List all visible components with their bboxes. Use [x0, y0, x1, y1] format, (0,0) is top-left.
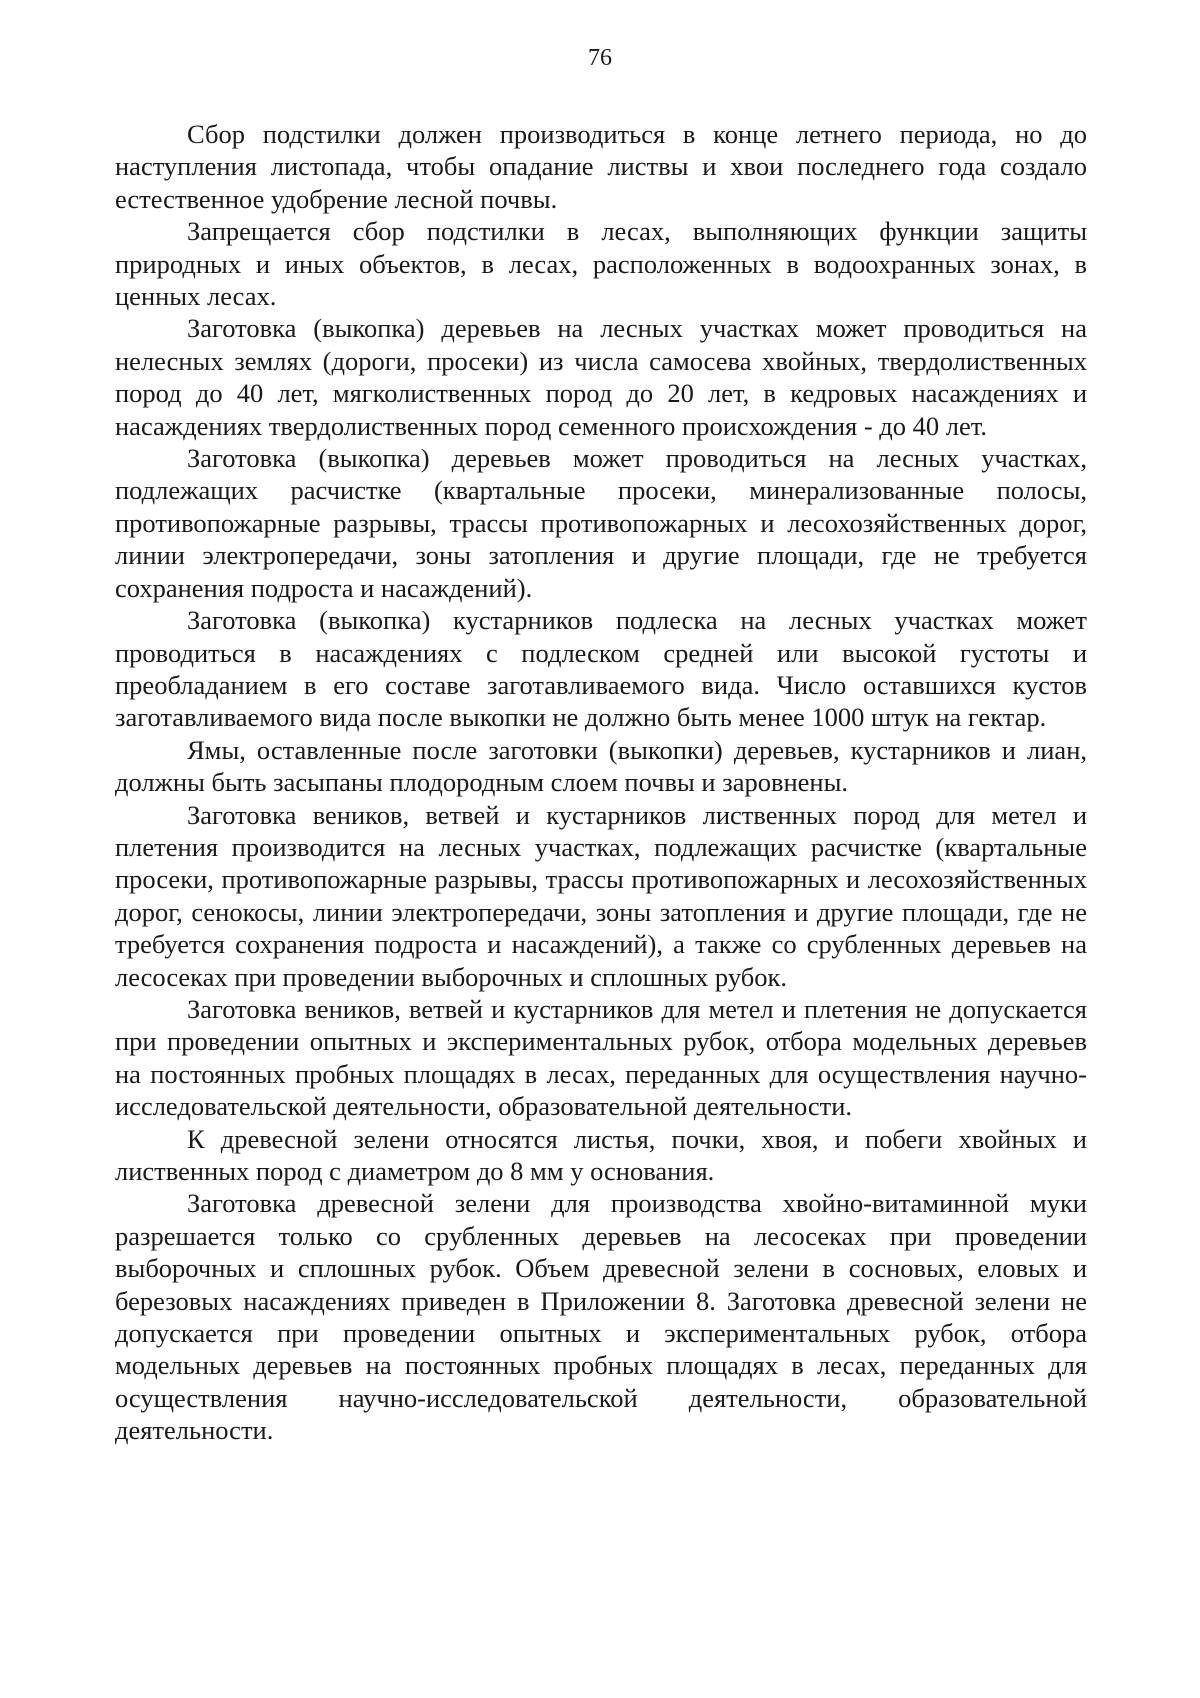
- paragraph: К древесной зелени относятся листья, почки, хвоя, и побеги хвойных и лиственных пород с диаметром до 8 мм у основания.: [115, 1123, 1087, 1186]
- paragraph: Заготовка древесной зелени для производства хвойно-витаминной муки разрешается только со срубленных деревьев на лесосеках при проведении выборочных и сплошных рубок. Объем древесной зелени в сосновых, еловых и березовых насаждениях приведен в Приложении 8. Заготовка древесной зелени не допускается при проведении опытных и экспериментальных рубок, отбора модельных деревьев на постоянных пробных площадях в лесах, переданных для осуществления научно-исследовательской деятельности, образовательной деятельности.: [115, 1188, 1087, 1446]
- paragraph: Заготовка веников, ветвей и кустарников лиственных пород для метел и плетения производится на лесных участках, подлежащих расчистке (квартальные просеки, противопожарные разрывы, трассы противопожарных и лесохозяйственных дорог, сенокосы, линии электропередачи, зоны затопления и другие площади, где не требуется сохранения подроста и насаждений), а также со срубленных деревьев на лесосеках при проведении выборочных и сплошных рубок.: [115, 799, 1087, 992]
- paragraph: Заготовка (выкопка) кустарников подлеска на лесных участках может проводиться в насаждениях с подлеском средней или высокой густоты и преобладанием в его составе заготавливаемого вида. Число оставшихся кустов заготавливаемого вида после выкопки не должно быть менее 1000 штук на гектар.: [115, 605, 1087, 733]
- page-number: 76: [588, 45, 612, 71]
- paragraph: Сбор подстилки должен производиться в конце летнего периода, но до наступления листопада, чтобы опадание листвы и хвои последнего года создало естественное удобрение лесной почвы.: [115, 119, 1087, 214]
- paragraph: Заготовка веников, ветвей и кустарников для метел и плетения не допускается при проведении опытных и экспериментальных рубок, отбора модельных деревьев на постоянных пробных площадях в лесах, переданных для осуществления научно-исследовательской деятельности, образовательной деятельности.: [115, 993, 1087, 1122]
- paragraph: Ямы, оставленные после заготовки (выкопки) деревьев, кустарников и лиан, должны быть засыпаны плодородным слоем почвы и заровнены.: [115, 734, 1087, 798]
- body-text: [115, 118, 1087, 1447]
- paragraph: Запрещается сбор подстилки в лесах, выполняющих функции защиты природных и иных объектов, в лесах, расположенных в водоохранных зонах, в ценных лесах.: [115, 216, 1087, 312]
- paragraph: Заготовка (выкопка) деревьев на лесных участках может проводиться на нелесных землях (дороги, просеки) из числа самосева хвойных, твердолиственных пород до 40 лет, мягколиственных пород до 20 лет, в кедровых насаждениях и насаждениях твердолиственных пород семенного происхождения - до 40 лет.: [115, 313, 1087, 441]
- paragraph: Заготовка (выкопка) деревьев может проводиться на лесных участках, подлежащих расчистке (квартальные просеки, минерализованные полосы, противопожарные разрывы, трассы противопожарных и лесохозяйственных дорог, линии электропередачи, зоны затопления и другие площади, где не требуется сохранения подроста и насаждений).: [115, 443, 1087, 603]
